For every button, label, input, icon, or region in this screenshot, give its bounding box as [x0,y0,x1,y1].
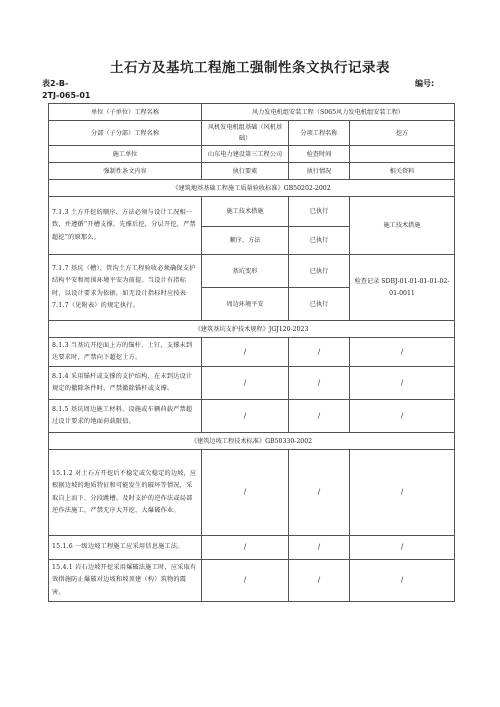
form-number-line1: 表2-B- [42,79,69,88]
contractor-row [49,146,455,163]
execution-status: / [289,536,350,560]
serial-number-label: 编号: [415,79,435,88]
execution-element: 基坑变形 [202,255,289,288]
section-header-row [49,321,455,338]
related-docs: / [350,560,455,602]
col-header-content: 强制性条文内容 [49,163,202,180]
clause-text: 15.1.6 一级边坡工程施工应采用信息施工法。 [49,536,202,560]
execution-status: 已执行 [289,227,350,255]
related-docs: / [350,400,455,433]
unit-project-value: 风力发电机组安装工程（S065风力发电机组安装工程） [202,104,455,121]
related-docs: / [350,338,455,367]
clause-row [49,536,455,560]
execution-status: 已执行 [289,197,350,227]
unit-project-row [49,104,455,121]
record-table [48,103,455,602]
clause-row [49,367,455,400]
execution-status: 已执行 [289,255,350,288]
sub-project-value: 风机发电机组基础（风机基础） [202,121,289,146]
section-standard-title: 《建筑基坑支护技术规程》JGJ120-2023 [49,321,455,338]
execution-element: 顺序、方法 [202,227,289,255]
execution-status: / [289,400,350,433]
execution-element: / [202,400,289,433]
clause-text: 8.1.5 基坑周边施工材料、设施或车辆荷载严禁超过设计要求的地面荷载限值。 [49,400,202,433]
page-title: 土石方及基坑工程施工强制性条文执行记录表 [110,60,390,76]
execution-element: 施工技术措施 [202,197,289,227]
section-standard-title: 《建筑边坡工程技术标准》GB50330-2002 [49,433,455,450]
related-docs: / [350,536,455,560]
clause-text: 7.1.7 基坑（槽）、管沟土方工程验收必须确保支护结构平安和周围环境平安为前提。当设计有指标时，以设计要求为依据，如无设计指标时应按表7.1.7（见附表）的规定执行。 [49,255,202,321]
col-header-status: 执行情况 [289,163,350,180]
contractor-value: 山东电力建设第三工程公司 [202,146,289,163]
clause-row [49,400,455,433]
form-number-line2: 2TJ-065-01 [42,91,91,100]
clause-text: 15.1.2 对土石方开挖后不稳定或欠稳定的边坡，应根据边坡的地质特征和可能发生的破坏等情况，采取自上而下、分段跳槽、及时支护的逆作法或局部逆作法施工，严禁无序大开挖、大爆破作业。 [49,450,202,536]
sub-project-row [49,121,455,146]
execution-element: / [202,367,289,400]
clause-text: 7.1.3 土方开挖的顺序、方法必须与设计工况相一致，并遵循“开槽支撑，先撑后挖，分层开挖，严禁超挖”的原那么。 [49,197,202,255]
execution-element: / [202,560,289,602]
unit-project-label: 单位（子单位）工程名称 [49,104,202,121]
contractor-label: 施工单位 [49,146,202,163]
item-project-value: 挖方 [350,121,455,146]
related-docs: 施工技术措施 [350,197,455,255]
clause-row [49,197,455,227]
execution-status: / [289,450,350,536]
related-docs: / [350,450,455,536]
execution-element: 周边环境平安 [202,288,289,321]
clause-row [49,338,455,367]
clause-text: 8.1.3 当基坑开挖面上方的锚杆、土钉、支撑未到达要求时，严禁向下超挖土方。 [49,338,202,367]
section-header-row [49,180,455,197]
clause-row [49,450,455,536]
related-docs: 检查记录 SDBJ-01-01-01-01-02-01-0011 [350,255,455,321]
col-header-docs: 相关资料 [350,163,455,180]
clause-row [49,255,455,288]
execution-element: / [202,536,289,560]
item-project-label: 分项工程名称 [289,121,350,146]
column-header-row [49,163,455,180]
execution-element: / [202,338,289,367]
sub-project-label: 分部（子分部）工程名称 [49,121,202,146]
execution-status: / [289,367,350,400]
clause-text: 8.1.4 采用锚杆或支撑的支护结构，在未到达设计规定的撤除条件时，严禁撤除锚杆或支撑。 [49,367,202,400]
check-time-value [350,146,455,163]
execution-status: 已执行 [289,288,350,321]
check-time-label: 检查时间 [289,146,350,163]
execution-element: / [202,450,289,536]
col-header-elements: 执行要素 [202,163,289,180]
section-header-row [49,433,455,450]
clause-row [49,560,455,602]
execution-status: / [289,560,350,602]
execution-status: / [289,338,350,367]
section-standard-title: 《建筑地基基础工程施工质量验收标准》GB50202-2002 [49,180,455,197]
related-docs: / [350,367,455,400]
clause-text: 15.4.1 岩石边坡开挖采用爆破法施工时，应采取有效措施防止爆破对边坡和坡顶建（构）筑物的震害。 [49,560,202,602]
